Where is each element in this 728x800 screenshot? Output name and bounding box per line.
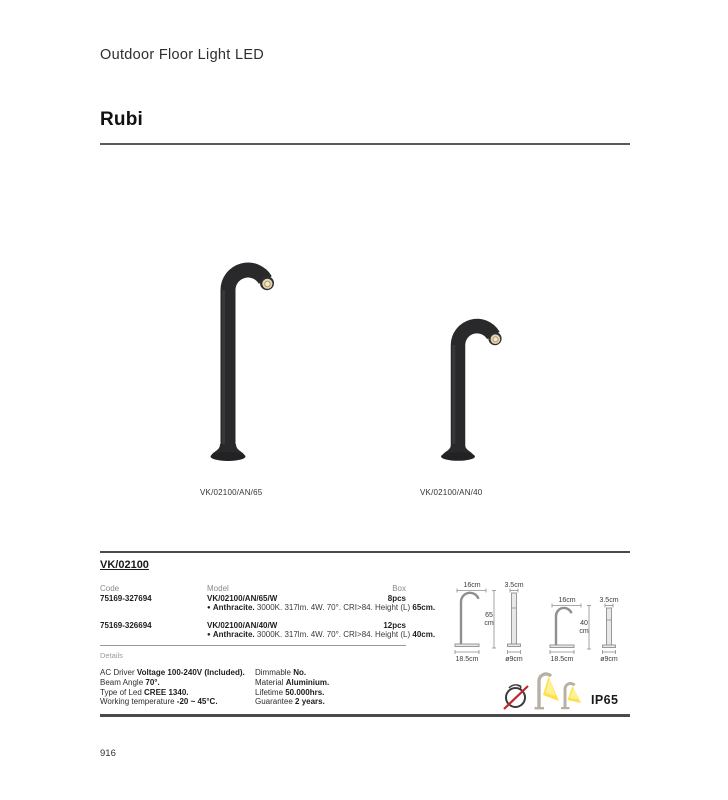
table-bottom-border bbox=[100, 645, 406, 646]
row-model: VK/02100/AN/40/W bbox=[207, 621, 278, 630]
column-header-box: Box bbox=[392, 584, 406, 593]
row-code: 75169-327694 bbox=[100, 594, 152, 603]
product-photo-40 bbox=[411, 310, 511, 468]
title-divider bbox=[100, 143, 630, 145]
height-value: 40cm. bbox=[412, 630, 436, 639]
section-divider-bottom bbox=[100, 714, 630, 717]
dim-width-label: 3.5cm bbox=[599, 597, 619, 604]
height-value: 65cm. bbox=[412, 603, 436, 612]
product-table bbox=[100, 582, 436, 646]
detail-line: AC Driver Voltage 100-240V (Included). bbox=[100, 668, 245, 677]
lamp-base-65 bbox=[211, 452, 246, 461]
dimension-diagram-pole-65 bbox=[499, 578, 529, 664]
dim-base-label: ø9cm bbox=[600, 656, 618, 663]
detail-line: Type of Led CREE 1340. bbox=[100, 687, 189, 697]
dim-height-unit: cm bbox=[579, 628, 589, 635]
dimension-diagram-65 bbox=[453, 578, 499, 664]
dim-height-value: 40 bbox=[580, 620, 588, 627]
beam-short-lamp-icon bbox=[559, 679, 583, 711]
mini-lamp-base bbox=[550, 645, 574, 648]
mini-lamp-outline bbox=[461, 593, 479, 645]
row-model: VK/02100/AN/65/W bbox=[207, 594, 278, 603]
specs-text: 3000K. 317lm. 4W. 70°. CRI>84. Height (L) bbox=[254, 603, 413, 612]
lamp-base-40 bbox=[441, 452, 475, 461]
mini-pole-outline bbox=[607, 608, 612, 645]
dim-width-label: 16cm bbox=[463, 582, 481, 589]
detail-line: Guarantee 2 years. bbox=[255, 697, 325, 707]
section-divider-top bbox=[100, 551, 630, 553]
page-title: Rubi bbox=[100, 109, 144, 130]
row-box-qty: 12pcs bbox=[383, 621, 406, 630]
mini-lamp-base bbox=[455, 644, 479, 647]
detail-line: Working temperature -20 ~ 45°C. bbox=[100, 697, 218, 707]
dim-width-label: 16cm bbox=[558, 597, 576, 604]
details-left-column bbox=[100, 668, 250, 707]
beam-tall-lamp-icon bbox=[532, 668, 560, 711]
group-code: VK/02100 bbox=[100, 559, 149, 571]
row-description bbox=[207, 630, 435, 639]
category-heading: Outdoor Floor Light LED bbox=[100, 47, 265, 63]
dim-base-label: ø9cm bbox=[505, 656, 523, 663]
column-header-code: Code bbox=[100, 584, 120, 593]
dimension-diagram-40 bbox=[548, 593, 594, 664]
not-dimmable-icon bbox=[500, 680, 534, 714]
detail-line: Material Aluminium. bbox=[255, 677, 330, 687]
row-box-qty: 8pcs bbox=[387, 594, 406, 603]
specs-text: 3000K. 317lm. 4W. 70°. CRI>84. Height (L) bbox=[254, 630, 413, 639]
dimension-diagram-pole-40 bbox=[594, 593, 624, 664]
row-code: 75169-326694 bbox=[100, 621, 152, 630]
detail-line: Dimmable No. bbox=[255, 668, 307, 677]
detail-line: Beam Angle 70°. bbox=[100, 677, 160, 687]
dim-base-label: 18.5cm bbox=[550, 656, 574, 663]
dim-base-label: 18.5cm bbox=[455, 656, 479, 663]
page-number: 916 bbox=[100, 748, 116, 759]
detail-line: Lifetime 50.000hrs. bbox=[255, 687, 325, 697]
dim-height-unit: cm bbox=[484, 620, 494, 627]
details-right-column bbox=[255, 668, 395, 707]
mini-pole-base bbox=[508, 644, 521, 647]
finish-name: Anthracite. bbox=[212, 630, 255, 639]
mini-pole-base bbox=[603, 645, 616, 648]
product-photo-65 bbox=[181, 253, 281, 468]
finish-swatch-dot: ● bbox=[207, 632, 211, 638]
ip-rating-badge: IP65 bbox=[591, 693, 619, 707]
details-heading: Details bbox=[100, 651, 123, 660]
finish-swatch-dot: ● bbox=[207, 605, 211, 611]
column-header-model: Model bbox=[207, 584, 229, 593]
mini-lamp-outline bbox=[556, 608, 572, 645]
row-description bbox=[207, 603, 435, 612]
dim-height-value: 65 bbox=[485, 612, 493, 619]
mini-pole-outline bbox=[512, 593, 517, 644]
product-label-40: VK/02100/AN/40 bbox=[420, 488, 483, 497]
dim-width-label: 3.5cm bbox=[504, 582, 524, 589]
finish-name: Anthracite. bbox=[212, 603, 255, 612]
product-label-65: VK/02100/AN/65 bbox=[200, 488, 263, 497]
